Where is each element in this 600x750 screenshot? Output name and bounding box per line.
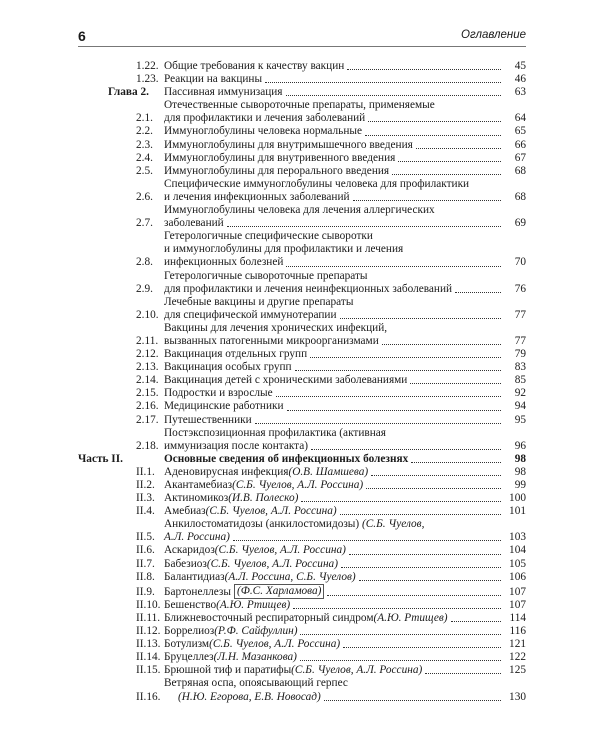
toc-entry-title: Вакцинация особых групп: [164, 361, 292, 374]
toc-entry: [78, 348, 526, 361]
toc-entry-page: 63: [514, 86, 526, 99]
toc-entry-last-line: [164, 309, 526, 322]
toc-entry-last-line: [164, 86, 526, 99]
toc-leader-dots: [411, 462, 501, 463]
toc-entry-body: [164, 178, 526, 204]
toc-leader-dots: [425, 673, 501, 674]
toc-entry-last-line: [164, 335, 526, 348]
toc-entry-number: II.6.: [136, 544, 155, 557]
toc-leader-dots: [349, 554, 501, 555]
toc-entry: [78, 453, 526, 466]
toc-entry-page: 95: [514, 413, 526, 426]
table-of-contents: [78, 60, 526, 704]
page-number: 6: [78, 28, 86, 44]
toc-entry-last-line: [164, 571, 526, 584]
toc-entry-body: [164, 664, 526, 677]
toc-entry-body: [164, 99, 526, 125]
toc-entry-last-line: [164, 466, 526, 479]
toc-entry-body: [164, 165, 526, 178]
toc-leader-dots: [347, 69, 501, 70]
toc-entry: [78, 664, 526, 677]
toc-entry-page: 68: [514, 164, 526, 177]
toc-entry-last-line: [164, 612, 526, 625]
toc-entry-title: Пассивная иммунизация: [164, 86, 283, 99]
toc-leader-dots: [295, 370, 501, 371]
toc-entry-last-line: [164, 152, 526, 165]
toc-entry: [78, 466, 526, 479]
toc-entry-body: [164, 414, 526, 427]
toc-entry-title: Бешенство: [164, 598, 217, 611]
toc-entry-body: [164, 558, 526, 571]
toc-entry-number: II.16.: [136, 690, 161, 703]
toc-leader-dots: [301, 501, 501, 502]
toc-entry-title: Иммуноглобулины для перорального введения: [164, 164, 390, 177]
toc-entry-title: Аскаридоз: [164, 544, 215, 557]
toc-entry-author: (И.В. Полеско): [228, 492, 299, 505]
toc-leader-dots: [340, 318, 502, 319]
toc-entry-last-line: [164, 691, 526, 704]
toc-leader-dots: [416, 148, 501, 149]
toc-entry-page: 107: [509, 598, 526, 611]
toc-entry-author: (Р.Ф. Сайфуллин): [214, 625, 298, 638]
toc-entry: [78, 60, 526, 73]
toc-entry-page: 45: [514, 60, 526, 72]
toc-entry-line: Постэкспозиционная профилактика (активная: [164, 426, 386, 439]
toc-entry-number: II.15.: [136, 664, 161, 677]
toc-entry-title: Основные сведения об инфекционных болезнях: [164, 452, 409, 465]
toc-entry-last-line: [164, 348, 526, 361]
toc-entry-last-line: [164, 625, 526, 638]
toc-entry-title: инфекционных болезней: [164, 256, 284, 269]
toc-entry-title: Брюшной тиф и паратифы: [164, 664, 292, 677]
toc-entry-title: Вакцинация детей с хроническими заболеваниями: [164, 374, 408, 387]
toc-entry-body: [164, 505, 526, 518]
toc-entry-last-line: [164, 256, 526, 269]
toc-leader-dots: [340, 514, 501, 515]
toc-entry-last-line: [164, 191, 526, 204]
toc-entry-title: Общие требования к качеству вакцин: [164, 60, 345, 72]
toc-entry-page: 116: [509, 625, 526, 638]
toc-leader-dots: [455, 292, 501, 293]
toc-entry-last-line: [164, 374, 526, 387]
toc-entry-page: 114: [509, 611, 526, 624]
toc-entry-body: [164, 348, 526, 361]
toc-entry-body: [164, 322, 526, 348]
toc-entry-page: 100: [509, 492, 526, 505]
toc-entry-author: (С.Б. Чуелов,: [361, 518, 425, 531]
toc-leader-dots: [341, 567, 501, 568]
toc-entry-page: 77: [514, 334, 526, 347]
toc-entry-title: для профилактики и лечения неинфекционных заболеваний: [164, 282, 453, 295]
toc-leader-dots: [310, 357, 501, 358]
toc-entry-number: 2.2.: [136, 125, 153, 138]
toc-entry-last-line: [164, 492, 526, 505]
toc-leader-dots: [311, 449, 501, 450]
toc-entry-author: (С.Б. Чуелов, А.Л. Россина): [214, 544, 346, 557]
toc-entry-title: Аденовирусная инфекция: [164, 465, 289, 478]
toc-leader-dots: [255, 423, 501, 424]
toc-entry-body: [164, 60, 526, 73]
toc-entry-number: 2.5.: [136, 164, 153, 177]
toc-leader-dots: [365, 135, 501, 136]
toc-entry-last-line: [164, 361, 526, 374]
toc-entry-body: [164, 638, 526, 651]
toc-entry: [78, 414, 526, 427]
toc-entry-body: [164, 466, 526, 479]
toc-entry: [78, 505, 526, 518]
toc-leader-dots: [300, 660, 501, 661]
toc-entry-title: Бартонеллезы: [164, 585, 231, 598]
toc-leader-dots: [286, 95, 501, 96]
toc-entry: [78, 651, 526, 664]
toc-leader-dots: [233, 540, 501, 541]
toc-entry-body: [164, 651, 526, 664]
toc-entry-number: II.7.: [136, 557, 155, 570]
toc-entry-body: [164, 152, 526, 165]
toc-entry: [78, 544, 526, 557]
toc-entry-last-line: [164, 505, 526, 518]
toc-entry-page: 125: [509, 664, 526, 677]
toc-entry: [78, 165, 526, 178]
toc-entry-line: Вакцины для лечения хронических инфекций,: [164, 321, 388, 334]
toc-entry-last-line: [164, 73, 526, 86]
toc-entry-page: 79: [514, 348, 526, 361]
toc-entry: [78, 139, 526, 152]
toc-entry: [78, 612, 526, 625]
toc-entry-author: (Н.Ю. Егорова, Е.В. Новосад): [178, 690, 321, 703]
toc-entry-page: 46: [514, 73, 526, 86]
toc-entry-last-line: [164, 60, 526, 73]
toc-entry-last-line: [164, 400, 526, 413]
toc-entry: [78, 571, 526, 584]
toc-entry: [78, 638, 526, 651]
toc-entry-number: 2.16.: [136, 400, 159, 413]
toc-entry-last-line: [164, 638, 526, 651]
toc-entry-number: II.9.: [136, 585, 155, 598]
toc-entry: [78, 322, 526, 348]
toc-entry: [78, 625, 526, 638]
toc-entry: [78, 374, 526, 387]
toc-entry-page: 66: [514, 138, 526, 151]
toc-entry-last-line: [164, 165, 526, 178]
toc-entry-number: II.3.: [136, 492, 155, 505]
toc-entry-number: II.1.: [136, 465, 155, 478]
toc-entry-title: Иммуноглобулины человека нормальные: [164, 125, 362, 138]
toc-entry-number: II.8.: [136, 570, 155, 583]
toc-entry-last-line: [164, 599, 526, 612]
toc-entry-last-line: [164, 283, 526, 296]
toc-entry-number: 2.17.: [136, 413, 159, 426]
toc-entry-last-line: [164, 584, 526, 599]
toc-leader-dots: [368, 121, 501, 122]
toc-entry-page: 105: [509, 557, 526, 570]
toc-entry-title: для специфической иммунотерапии: [164, 308, 337, 321]
toc-entry-page: 70: [514, 256, 526, 269]
toc-entry-body: [164, 427, 526, 453]
toc-entry-last-line: [164, 387, 526, 400]
toc-entry-body: [164, 270, 526, 296]
toc-entry-body: [164, 479, 526, 492]
toc-entry-title: Амебиаз: [164, 505, 206, 518]
toc-entry-line: Гетерологичные специфические сыворотки: [164, 230, 373, 243]
toc-entry: [78, 204, 526, 230]
toc-entry-body: [164, 625, 526, 638]
toc-entry-last-line: [164, 651, 526, 664]
toc-entry: [78, 584, 526, 599]
toc-leader-dots: [398, 161, 501, 162]
toc-entry: [78, 492, 526, 505]
toc-entry-last-line: [164, 479, 526, 492]
toc-entry: [78, 518, 526, 544]
toc-leader-dots: [227, 226, 501, 227]
toc-entry: [78, 230, 526, 269]
toc-entry-author: (С.Б. Чуелов, А.Л. Россина): [291, 664, 423, 677]
toc-entry-title: Вакцинация отдельных групп: [164, 348, 308, 361]
toc-entry-title: Медицинские работники: [164, 400, 284, 413]
toc-entry-number: 2.7.: [136, 217, 153, 230]
toc-entry-title: Балантидиаз: [164, 570, 225, 583]
toc-entry-page: 64: [514, 112, 526, 125]
toc-entry-body: [164, 518, 526, 544]
toc-entry-number: 2.12.: [136, 348, 159, 361]
toc-entry-author: (С.Б. Чуелов, А.Л. Россина): [205, 505, 337, 518]
toc-leader-dots: [410, 383, 501, 384]
toc-entry-page: 122: [509, 651, 526, 664]
toc-entry-number: 2.6.: [136, 190, 153, 203]
toc-entry-last-line: [164, 125, 526, 138]
toc-entry-last-line: [164, 217, 526, 230]
toc-entry-number: 2.18.: [136, 439, 159, 452]
toc-entry-number: II.4.: [136, 505, 155, 518]
toc-entry-page: 101: [509, 505, 526, 518]
toc-leader-dots: [359, 580, 501, 581]
toc-entry-body: [164, 361, 526, 374]
toc-entry-author: (А.Ю. Ртищев): [373, 611, 448, 624]
toc-leader-dots: [382, 344, 501, 345]
toc-entry-body: [164, 374, 526, 387]
toc-entry-body: [164, 73, 526, 86]
toc-entry-page: 85: [514, 374, 526, 387]
toc-entry: [78, 479, 526, 492]
toc-entry-title: вызванных патогенными микроорганизмами: [164, 334, 379, 347]
toc-entry: [78, 125, 526, 138]
toc-entry-page: 104: [509, 544, 526, 557]
toc-entry-number: II.5.: [136, 531, 155, 544]
toc-entry-line: Гетерологичные сывороточные препараты: [164, 269, 368, 282]
toc-entry: [78, 86, 526, 99]
toc-entry-page: 68: [514, 190, 526, 203]
toc-entry-last-line: [164, 440, 526, 453]
toc-entry: [78, 178, 526, 204]
toc-entry-number: II.11.: [136, 611, 161, 624]
toc-entry: [78, 599, 526, 612]
toc-entry-page: 77: [514, 308, 526, 321]
toc-entry-number: II.13.: [136, 638, 161, 651]
toc-leader-dots: [287, 410, 501, 411]
toc-entry-title: для профилактики и лечения заболеваний: [164, 112, 366, 125]
toc-entry-page: 94: [514, 400, 526, 413]
toc-entry-last-line: [164, 558, 526, 571]
toc-entry-body: [164, 453, 526, 466]
toc-leader-dots: [327, 595, 501, 596]
toc-entry-line: Иммуноглобулины человека для лечения аллергических: [164, 204, 435, 217]
toc-entry-last-line: [164, 112, 526, 125]
toc-entry-author: А.Л. Россина): [164, 531, 230, 544]
toc-entry-author: (С.Б. Чуелов, А.Л. Россина): [206, 557, 338, 570]
toc-leader-dots: [353, 200, 501, 201]
toc-leader-dots: [293, 608, 501, 609]
toc-entry-page: 92: [514, 387, 526, 400]
toc-entry-number: 2.13.: [136, 361, 159, 374]
toc-entry-page: 103: [509, 531, 526, 544]
toc-entry-number: II.10.: [136, 598, 161, 611]
toc-entry-body: [164, 230, 526, 269]
toc-entry-last-line: [164, 544, 526, 557]
toc-entry-title: Ботулизм: [164, 638, 210, 651]
toc-entry-page: 130: [509, 690, 526, 703]
toc-entry-last-line: [164, 531, 526, 544]
toc-entry-title: Реакции на вакцины: [164, 73, 263, 86]
page-header: [78, 28, 526, 47]
toc-entry-title: Бабезиоз: [164, 557, 207, 570]
toc-entry: [78, 99, 526, 125]
toc-entry-title: Акантамебиаз: [164, 479, 233, 491]
toc-entry-title: Ближневосточный респираторный синдром: [164, 611, 374, 624]
toc-leader-dots: [300, 634, 501, 635]
toc-entry-body: [164, 400, 526, 413]
toc-entry-number: 2.4.: [136, 151, 153, 164]
toc-entry-title: иммунизация после контакта): [164, 439, 309, 452]
toc-entry-author: (Ф.С. Харламова): [234, 584, 324, 599]
toc-entry: [78, 152, 526, 165]
toc-entry-body: [164, 86, 526, 99]
toc-entry-body: [164, 296, 526, 322]
toc-entry-number: 2.10.: [136, 308, 159, 321]
toc-entry: [78, 361, 526, 374]
toc-entry-author: (А.Ю. Ртищев): [216, 598, 291, 611]
toc-entry-page: 98: [514, 452, 526, 465]
toc-entry-body: [164, 599, 526, 612]
toc-entry-body: [164, 492, 526, 505]
toc-entry: [78, 296, 526, 322]
toc-entry-body: [164, 139, 526, 152]
toc-entry-page: 121: [509, 638, 526, 651]
toc-entry-line: Отечественные сывороточные препараты, применяемые: [164, 99, 435, 112]
toc-entry-title: заболеваний: [164, 217, 224, 230]
toc-entry-author: (О.В. Шамшева): [288, 465, 369, 478]
toc-entry-page: 96: [514, 439, 526, 452]
toc-entry-number: 2.9.: [136, 282, 153, 295]
toc-entry: [78, 73, 526, 86]
toc-entry: [78, 270, 526, 296]
toc-entry-number: II.14.: [136, 651, 161, 664]
toc-entry-title: Иммуноглобулины для внутривенного введения: [164, 151, 396, 164]
toc-entry-author: (А.Л. Россина, С.Б. Чуелов): [224, 570, 356, 583]
toc-entry-body: [164, 677, 526, 703]
toc-entry-title: Боррелиоз: [164, 625, 215, 638]
toc-entry-page: 76: [514, 282, 526, 295]
toc-leader-dots: [324, 700, 501, 701]
toc-entry-title: и лечения инфекционных заболеваний: [164, 190, 350, 203]
toc-entry-page: 67: [514, 151, 526, 164]
toc-entry-line: Специфические иммуноглобулины человека для профилактики: [164, 177, 470, 190]
toc-entry-number: 2.14.: [136, 374, 159, 387]
toc-entry-last-line: [164, 139, 526, 152]
toc-entry-number: II.2.: [136, 479, 155, 491]
toc-entry-number: 2.8.: [136, 256, 153, 269]
toc-entry: [78, 558, 526, 571]
toc-entry: [78, 387, 526, 400]
toc-entry-title: Путешественники: [164, 413, 252, 426]
toc-entry-number: 2.1.: [136, 112, 153, 125]
running-head: Оглавление: [461, 29, 526, 41]
toc-leader-dots: [286, 266, 501, 267]
toc-entry-line: Лечебные вакцины и другие препараты: [164, 295, 354, 308]
toc-entry-line: Ветряная оспа, опоясывающий герпес: [164, 677, 348, 690]
toc-entry-last-line: [164, 453, 526, 466]
toc-entry-number: Часть II.: [78, 452, 123, 465]
toc-entry-page: 99: [514, 479, 526, 491]
toc-entry-last-line: [164, 664, 526, 677]
toc-entry-title: Анкилостоматидозы (анкилостомидозы): [164, 518, 362, 531]
toc-entry-page: 83: [514, 361, 526, 374]
toc-entry: [78, 427, 526, 453]
toc-leader-dots: [265, 82, 501, 83]
toc-entry-line: [164, 518, 526, 531]
toc-leader-dots: [276, 396, 501, 397]
toc-entry-page: 106: [509, 570, 526, 583]
toc-entry-line: и иммуноглобулины для профилактики и лечения: [164, 243, 404, 256]
toc-entry-body: [164, 584, 526, 599]
toc-entry-author: (С.Б. Чуелов, А.Л. Россина): [209, 638, 341, 651]
toc-entry-body: [164, 387, 526, 400]
toc-entry-title: Бруцеллез: [164, 651, 214, 664]
toc-leader-dots: [451, 621, 501, 622]
toc-entry-number: II.12.: [136, 625, 161, 638]
toc-entry-number: 2.15.: [136, 387, 159, 400]
toc-entry-number: Глава 2.: [108, 86, 149, 99]
toc-entry-body: [164, 204, 526, 230]
toc-entry-title: Подростки и взрослые: [164, 387, 273, 400]
toc-entry-number: 1.22.: [136, 60, 159, 72]
toc-leader-dots: [392, 174, 501, 175]
toc-entry-page: 107: [509, 585, 526, 598]
toc-entry: [78, 677, 526, 703]
toc-entry-number: 2.11.: [136, 334, 159, 347]
toc-entry-last-line: [164, 414, 526, 427]
toc-entry-author: (Л.Н. Мазанкова): [213, 651, 297, 664]
toc-leader-dots: [366, 488, 501, 489]
toc-leader-dots: [343, 647, 501, 648]
toc-entry-title: Актиномикоз: [164, 492, 229, 505]
toc-entry-page: 98: [514, 465, 526, 478]
toc-entry-page: 69: [514, 217, 526, 230]
toc-entry-body: [164, 612, 526, 625]
toc-entry-body: [164, 571, 526, 584]
toc-entry-body: [164, 544, 526, 557]
toc-entry-title: Иммуноглобулины для внутримышечного введения: [164, 138, 413, 151]
toc-entry-author: (С.Б. Чуелов, А.Л. Россина): [232, 479, 364, 491]
toc-entry: [78, 400, 526, 413]
toc-leader-dots: [371, 475, 501, 476]
toc-entry-number: 2.3.: [136, 138, 153, 151]
toc-entry-page: 65: [514, 125, 526, 138]
toc-entry-number: 1.23.: [136, 73, 159, 86]
toc-entry-body: [164, 125, 526, 138]
